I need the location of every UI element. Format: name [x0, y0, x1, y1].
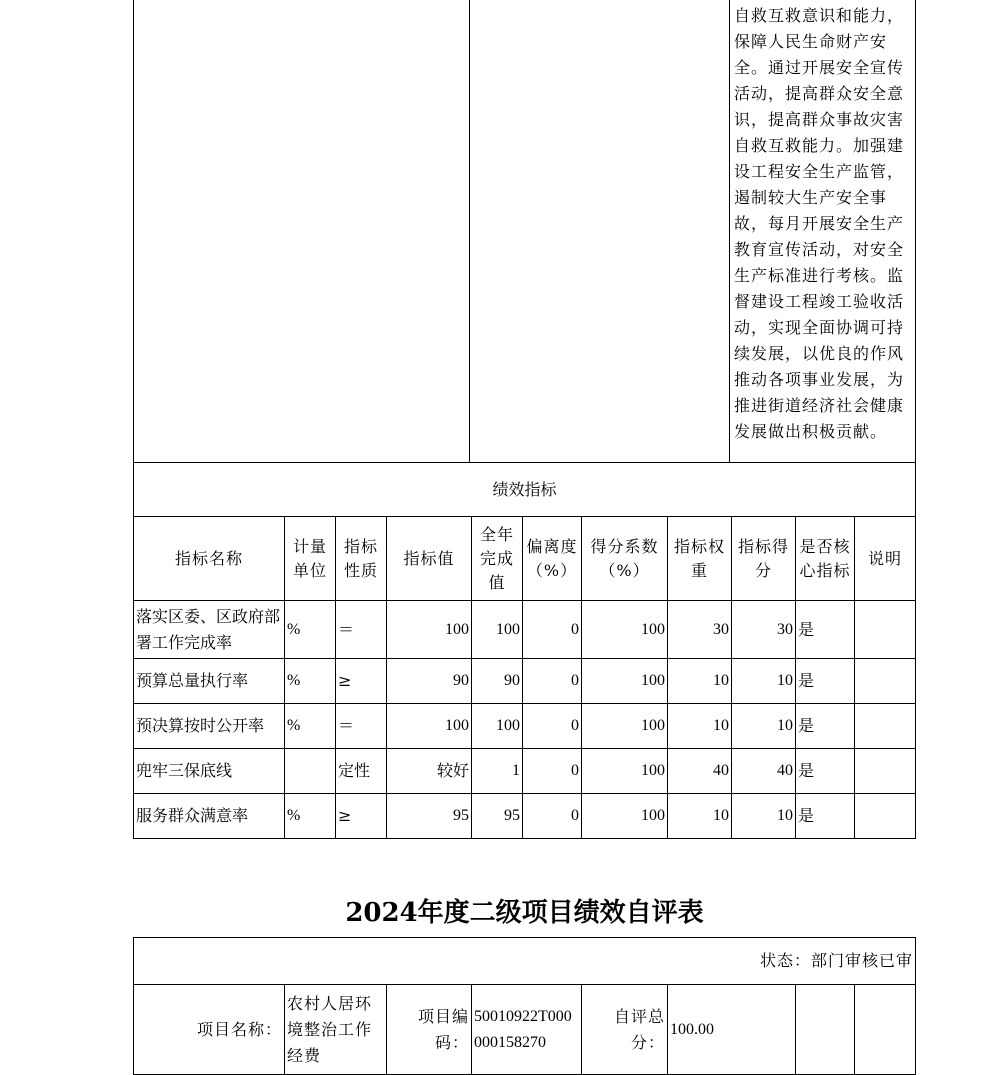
metric-coef: 100	[582, 659, 668, 704]
header-actual: 全年完成值	[472, 517, 523, 601]
metric-value: 90	[387, 659, 472, 704]
metric-core: 是	[796, 794, 855, 839]
header-name: 指标名称	[134, 517, 285, 601]
metric-nature: ＝	[336, 704, 387, 749]
metric-score: 40	[732, 749, 796, 794]
metric-name: 落实区委、区政府部署工作完成率	[134, 601, 285, 659]
metric-name: 预算总量执行率	[134, 659, 285, 704]
empty-cell	[796, 985, 855, 1075]
project-code-value: 50010922T000000158270	[472, 985, 582, 1075]
empty-cell	[134, 0, 470, 463]
metric-value: 100	[387, 601, 472, 659]
header-deviation: 偏离度（%）	[523, 517, 582, 601]
table-row	[134, 794, 916, 839]
project-name-label: 项目名称：	[134, 985, 285, 1075]
metric-name: 预决算按时公开率	[134, 704, 285, 749]
metric-weight: 10	[668, 794, 732, 839]
table-row	[134, 659, 916, 704]
metrics-table	[133, 516, 916, 839]
metric-deviation: 0	[523, 794, 582, 839]
metric-coef: 100	[582, 601, 668, 659]
metric-score: 10	[732, 659, 796, 704]
header-nature: 指标性质	[336, 517, 387, 601]
table-row	[134, 704, 916, 749]
metric-coef: 100	[582, 704, 668, 749]
status-text: 状态：部门审核已审	[134, 938, 916, 985]
metric-note	[855, 794, 916, 839]
metric-value: 100	[387, 704, 472, 749]
empty-cell	[470, 0, 730, 463]
section-title: 绩效指标	[134, 463, 916, 517]
metric-actual: 100	[472, 704, 523, 749]
description-text: 自救互救意识和能力，保障人民生命财产安全。通过开展安全宣传活动，提高群众安全意识，提高群众事故灾害自救互救能力。加强建设工程安全生产监管，遏制较大生产安全事故，每月开展安全生产教育宣传活动，对安全生产标准进行考核。监督建设工程竣工验收活动，实现全面协调可持续发展，以优良的作风推动各项事业发展，为推进街道经济社会健康发展做出积极贡献。	[730, 0, 916, 463]
header-unit: 计量单位	[285, 517, 336, 601]
metric-unit: %	[285, 659, 336, 704]
metric-deviation: 0	[523, 704, 582, 749]
metric-actual: 1	[472, 749, 523, 794]
metric-nature: ＝	[336, 601, 387, 659]
metric-core: 是	[796, 659, 855, 704]
header-coef: 得分系数（%）	[582, 517, 668, 601]
metric-actual: 100	[472, 601, 523, 659]
metric-deviation: 0	[523, 749, 582, 794]
metric-core: 是	[796, 749, 855, 794]
header-core: 是否核心指标	[796, 517, 855, 601]
metric-nature: ≥	[336, 659, 387, 704]
metric-unit: %	[285, 794, 336, 839]
metric-nature: 定性	[336, 749, 387, 794]
project-header-table	[133, 937, 916, 1075]
project-code-label: 项目编码：	[387, 985, 472, 1075]
metric-name: 服务群众满意率	[134, 794, 285, 839]
metric-actual: 90	[472, 659, 523, 704]
metric-score: 10	[732, 704, 796, 749]
table-row	[134, 749, 916, 794]
metric-actual: 95	[472, 794, 523, 839]
metric-weight: 40	[668, 749, 732, 794]
metric-core: 是	[796, 601, 855, 659]
metric-note	[855, 704, 916, 749]
header-weight: 指标权重	[668, 517, 732, 601]
metric-weight: 30	[668, 601, 732, 659]
metric-note	[855, 601, 916, 659]
metric-coef: 100	[582, 749, 668, 794]
project-description-table	[133, 0, 916, 517]
header-note: 说明	[855, 517, 916, 601]
metric-deviation: 0	[523, 659, 582, 704]
metrics-header-row	[134, 517, 916, 601]
empty-cell	[855, 985, 916, 1075]
metric-unit: %	[285, 601, 336, 659]
metric-name: 兜牢三保底线	[134, 749, 285, 794]
metric-note	[855, 749, 916, 794]
header-score: 指标得分	[732, 517, 796, 601]
project-name-value: 农村人居环境整治工作经费	[285, 985, 387, 1075]
metric-score: 10	[732, 794, 796, 839]
metric-score: 30	[732, 601, 796, 659]
header-value: 指标值	[387, 517, 472, 601]
metric-unit: %	[285, 704, 336, 749]
metric-value: 95	[387, 794, 472, 839]
metric-weight: 10	[668, 659, 732, 704]
self-score-label: 自评总分：	[582, 985, 668, 1075]
metric-value: 较好	[387, 749, 472, 794]
metric-core: 是	[796, 704, 855, 749]
page-title: 2024年度二级项目绩效自评表	[345, 898, 704, 928]
metric-nature: ≥	[336, 794, 387, 839]
metric-coef: 100	[582, 794, 668, 839]
metric-unit	[285, 749, 336, 794]
self-score-value: 100.00	[668, 985, 796, 1075]
metric-note	[855, 659, 916, 704]
table-row	[134, 601, 916, 659]
metric-weight: 10	[668, 704, 732, 749]
metric-deviation: 0	[523, 601, 582, 659]
